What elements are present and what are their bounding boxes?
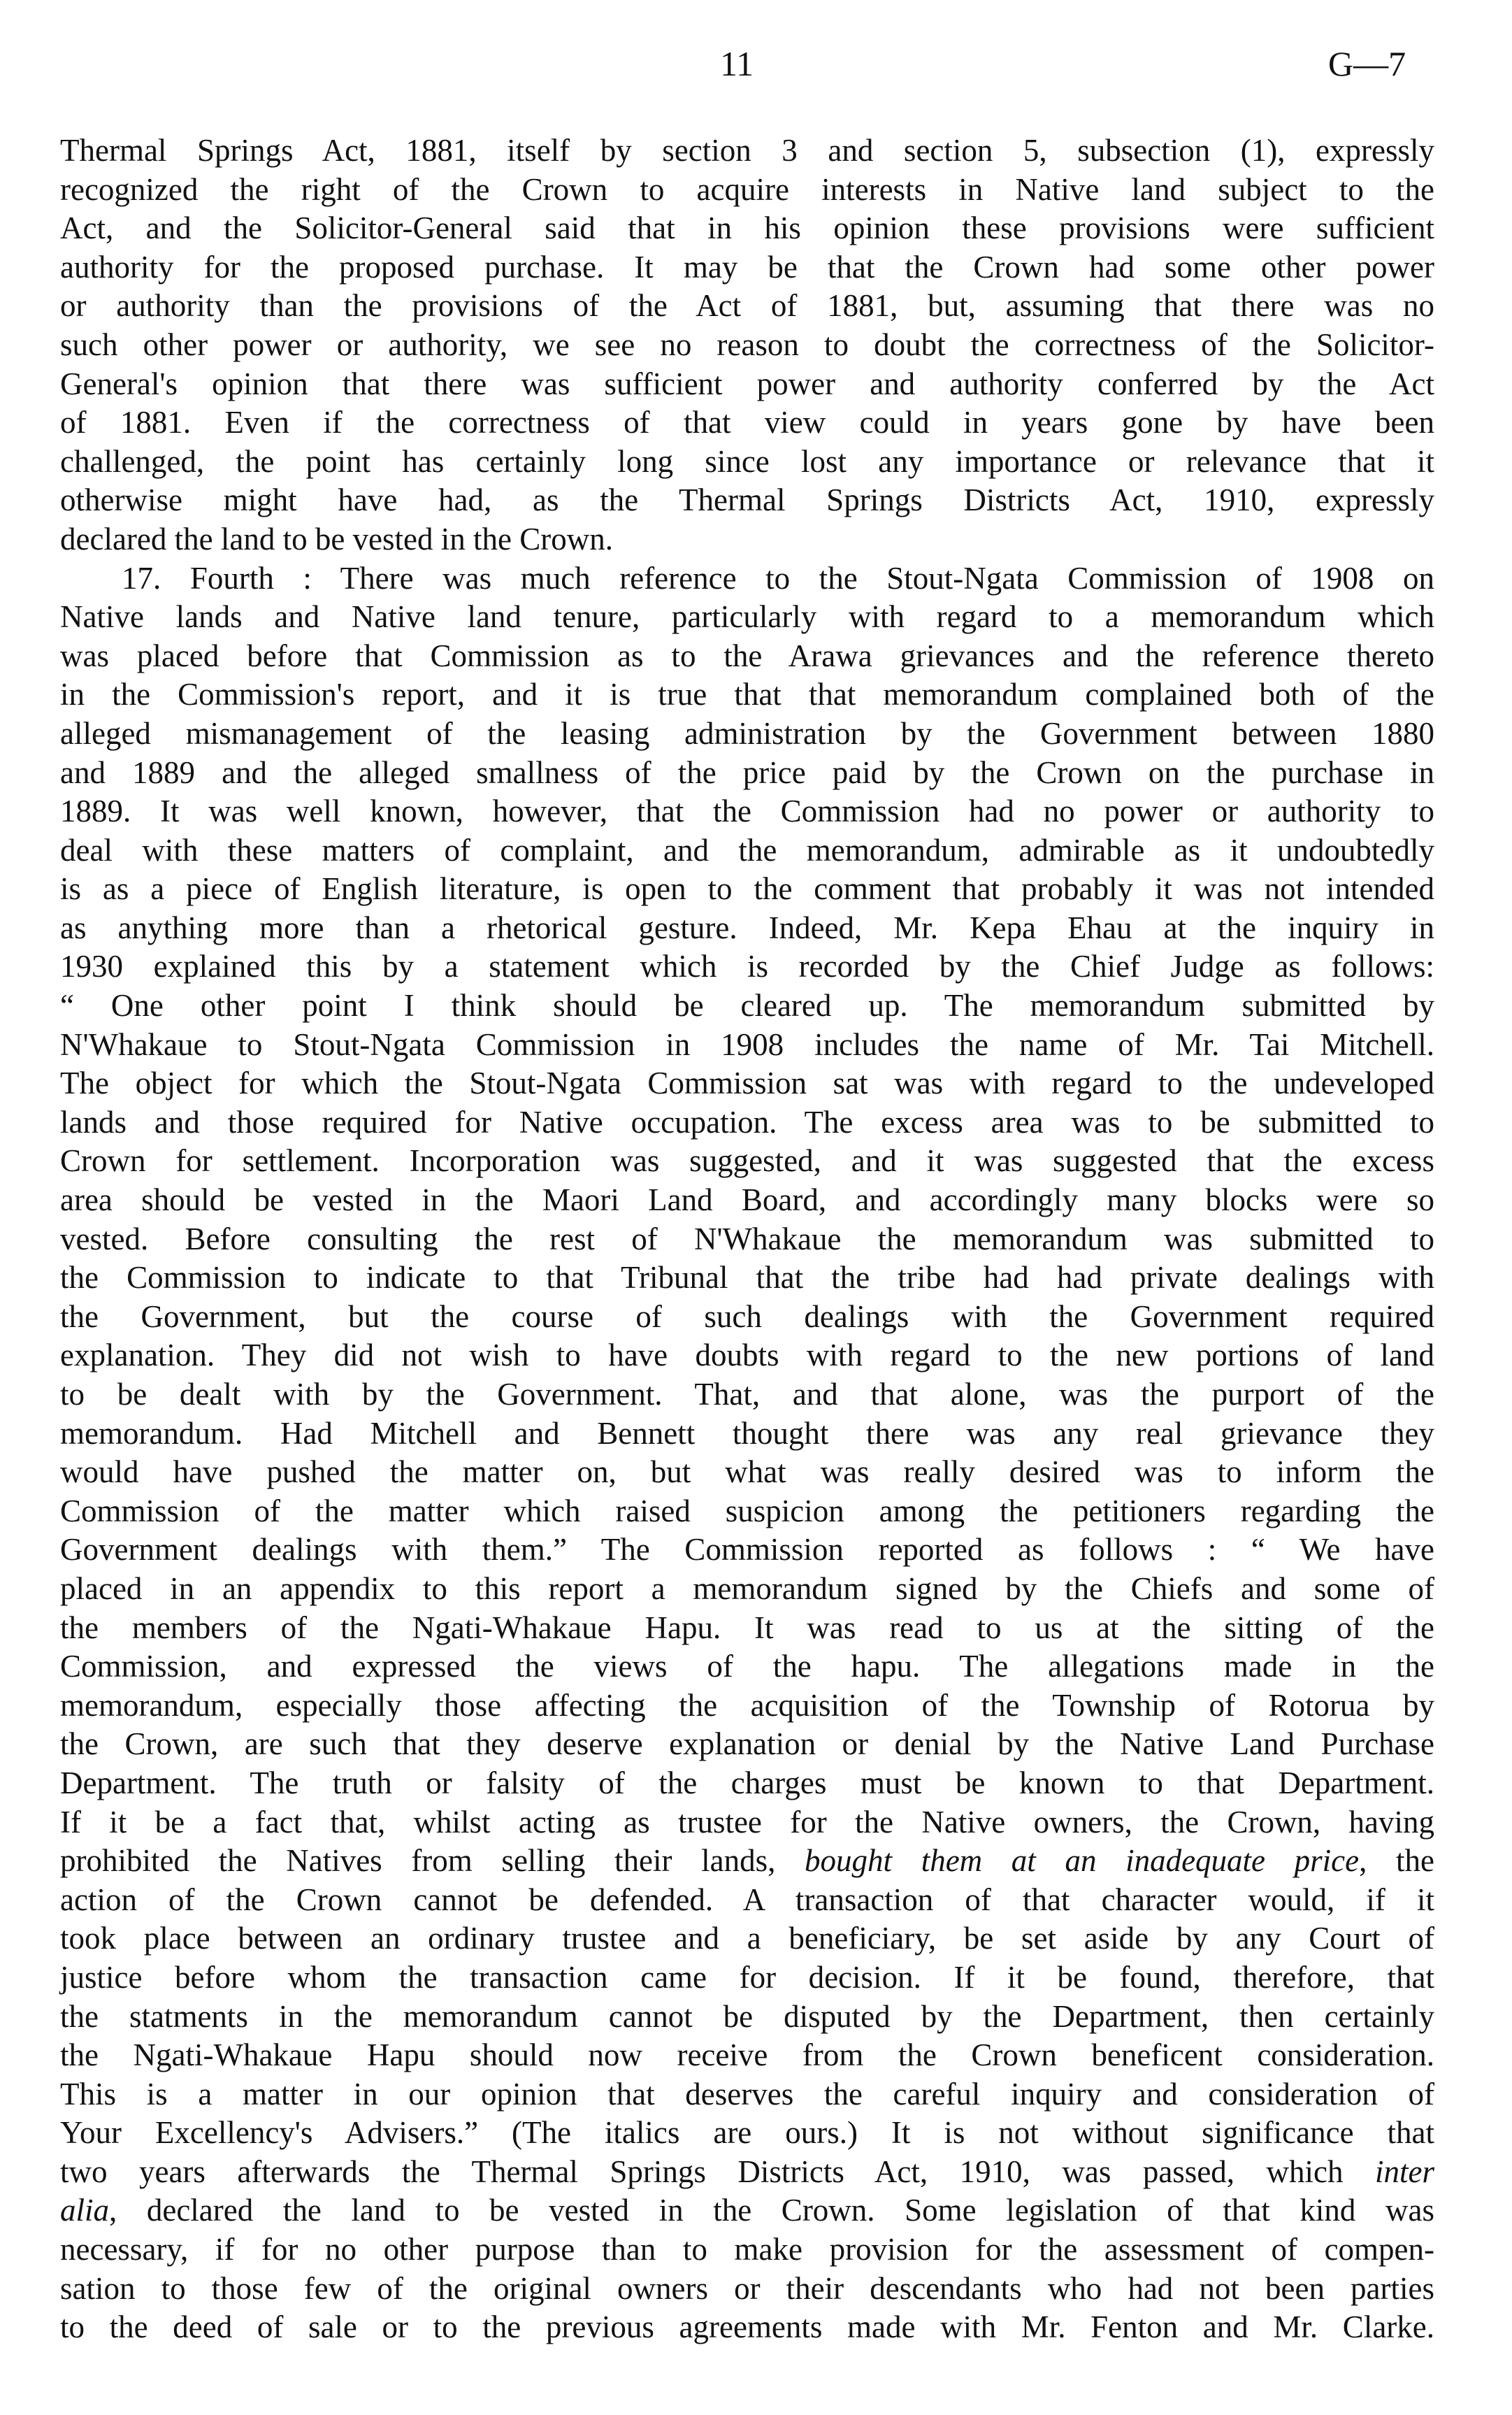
text-line (60, 520, 1434, 559)
text-line (60, 2230, 1434, 2270)
text-line (60, 2075, 1434, 2114)
text-segment: If it be a fact that, whilst acting as trustee for the Native owners, the Crown, having (60, 1804, 1434, 1840)
text-segment: lands and those required for Native occupation. The excess area was to be submitted to (60, 1104, 1434, 1140)
page-number: 11 (720, 44, 754, 83)
text-segment: Department. The truth or falsity of the charges must be known to that Department. (60, 1765, 1434, 1800)
text-line (60, 1570, 1434, 1609)
text-line (60, 792, 1434, 831)
text-segment: The object for which the Stout-Ngata Commission sat was with regard to the undeveloped (60, 1066, 1434, 1101)
text-segment: This is a matter in our opinion that deserves the careful inquiry and consideration of (60, 2076, 1434, 2112)
text-line (60, 1609, 1434, 1648)
text-segment: General's opinion that there was sufficient power and authority conferred by the Act (60, 366, 1434, 401)
text-line (60, 2036, 1434, 2075)
text-line (60, 131, 1434, 171)
italic-text: inter (1375, 2154, 1434, 2189)
text-segment: such other power or authority, we see no reason to doubt the correctness of the Solicitor- (60, 327, 1434, 362)
text-line (60, 1958, 1434, 1998)
text-line (60, 365, 1434, 404)
text-segment: and 1889 and the alleged smallness of the price paid by the Crown on the purchase in (60, 754, 1434, 790)
text-segment: otherwise might have had, as the Thermal Springs Districts Act, 1910, expressly (60, 482, 1434, 518)
text-segment: Your Excellency's Advisers.” (The italics are ours.) It is not without significance that (60, 2115, 1434, 2151)
text-segment: the Crown, are such that they deserve explanation or denial by the Native Land Purchase (60, 1726, 1434, 1762)
text-line (60, 2270, 1434, 2309)
text-segment: memorandum. Had Mitchell and Bennett thought there was any real grievance they (60, 1415, 1434, 1451)
text-line (60, 1803, 1434, 1842)
text-line (60, 1026, 1434, 1065)
text-line (60, 1531, 1434, 1570)
text-segment: Commission of the matter which raised suspicion among the petitioners regarding the (60, 1493, 1434, 1528)
text-segment: memorandum, especially those affecting the acquisition of the Township of Rotorua by (60, 1687, 1434, 1723)
text-segment: justice before whom the transaction came for decision. If it be found, therefore, that (60, 1959, 1434, 1995)
text-line (60, 1142, 1434, 1181)
text-segment: as anything more than a rhetorical gesture. Indeed, Mr. Kepa Ehau at the inquiry in (60, 910, 1434, 945)
text-segment: prohibited the Natives from selling their lands, (60, 1843, 805, 1879)
text-line (60, 870, 1434, 909)
text-line (60, 171, 1434, 210)
text-line (60, 1998, 1434, 2037)
text-segment: explanation. They did not wish to have doubts with regard to the new portions of land (60, 1338, 1434, 1373)
text-segment: 1930 explained this by a statement which is recorded by the Chief Judge as follows: (60, 949, 1434, 984)
text-line (60, 326, 1434, 365)
text-segment: Commission, and expressed the views of the hapu. The allegations made in the (60, 1649, 1434, 1684)
text-segment: recognized the right of the Crown to acquire interests in Native land subject to the (60, 171, 1434, 207)
text-line (60, 598, 1434, 637)
document-code: G—7 (1328, 44, 1406, 83)
text-line (60, 1064, 1434, 1103)
text-line (60, 443, 1434, 482)
text-segment: Crown for settlement. Incorporation was suggested, and it was suggested that the excess (60, 1143, 1434, 1179)
text-line (60, 1842, 1434, 1881)
text-line (60, 2191, 1434, 2230)
text-segment: the members of the Ngati-Whakaue Hapu. It was read to us at the sitting of the (60, 1610, 1434, 1645)
text-line (60, 1375, 1434, 1414)
text-line (60, 403, 1434, 443)
italic-text: bought them at an inadequate price (805, 1843, 1360, 1879)
text-segment: was placed before that Commission as to the Arawa grievances and the reference thereto (60, 638, 1434, 673)
text-segment: placed in an appendix to this report a memorandum signed by the Chiefs and some of (60, 1570, 1434, 1606)
text-segment: sation to those few of the original owners or their descendants who had not been parties (60, 2270, 1434, 2306)
text-segment: to be dealt with by the Government. That, and that alone, was the purport of the (60, 1377, 1434, 1412)
text-line (60, 559, 1434, 599)
text-line (60, 1336, 1434, 1375)
text-segment: alleged mismanagement of the leasing administration by the Government between 1880 (60, 715, 1434, 751)
text-segment: in the Commission's report, and it is true that that memorandum complained both of the (60, 677, 1434, 712)
text-line (60, 287, 1434, 326)
text-line (60, 1103, 1434, 1142)
text-line (60, 831, 1434, 870)
text-line (60, 1298, 1434, 1337)
text-line (60, 947, 1434, 987)
text-segment: Thermal Springs Act, 1881, itself by section 3 and section 5, subsection (1), expressly (60, 133, 1434, 168)
text-line (60, 754, 1434, 793)
text-segment: the Commission to indicate to that Tribunal that the tribe had had private dealings with (60, 1260, 1434, 1296)
text-segment: area should be vested in the Maori Land Board, and accordingly many blocks were so (60, 1182, 1434, 1218)
text-line (60, 1919, 1434, 1958)
text-segment: N'Whakaue to Stout-Ngata Commission in 1908 includes the name of Mr. Tai Mitchell. (60, 1026, 1434, 1062)
text-line (60, 1220, 1434, 1259)
text-segment: challenged, the point has certainly long since lost any importance or relevance that it (60, 443, 1434, 479)
text-line (60, 2114, 1434, 2153)
text-segment: the Ngati-Whakaue Hapu should now receive from the Crown beneficent consideration. (60, 2037, 1434, 2073)
text-line (60, 909, 1434, 948)
text-line (60, 1725, 1434, 1764)
text-line (60, 675, 1434, 715)
text-segment: , the (1359, 1843, 1435, 1879)
text-segment: necessary, if for no other purpose than to make provision for the assessment of compen- (60, 2232, 1434, 2267)
text-line (60, 987, 1434, 1026)
text-line (60, 1764, 1434, 1803)
text-line (60, 1453, 1434, 1492)
text-segment: , declared the land to be vested in the Crown. Some legislation of that kind was (109, 2193, 1434, 2228)
text-segment: Act, and the Solicitor-General said that in his opinion these provisions were sufficient (60, 210, 1434, 246)
text-segment: of 1881. Even if the correctness of that view could in years gone by have been (60, 405, 1434, 440)
text-segment: vested. Before consulting the rest of N'Whakaue the memorandum was submitted to (60, 1221, 1434, 1256)
text-segment: the statments in the memorandum cannot be disputed by the Department, then certainly (60, 1998, 1434, 2034)
text-segment: Native lands and Native land tenure, particularly with regard to a memorandum which (60, 599, 1434, 635)
text-segment: would have pushed the matter on, but what was really desired was to inform the (60, 1454, 1434, 1490)
text-segment: the Government, but the course of such dealings with the Government required (60, 1298, 1434, 1334)
text-line (60, 715, 1434, 754)
text-segment: 1889. It was well known, however, that the Commission had no power or authority to (60, 794, 1434, 829)
text-segment: declared the land to be vested in the Crown. (60, 521, 613, 557)
text-line (60, 1259, 1434, 1298)
text-line (60, 637, 1434, 676)
text-line (60, 2153, 1434, 2192)
text-line (60, 209, 1434, 248)
text-line (60, 1181, 1434, 1220)
text-line (60, 1881, 1434, 1920)
text-segment: or authority than the provisions of the Act of 1881, but, assuming that there was no (60, 288, 1434, 324)
text-segment: Government dealings with them.” The Commission reported as follows : “ We have (60, 1532, 1434, 1568)
text-line (60, 1414, 1434, 1454)
text-segment: two years afterwards the Thermal Springs Districts Act, 1910, was passed, which (60, 2154, 1375, 2189)
text-segment: to the deed of sale or to the previous agreements made with Mr. Fenton and Mr. Clarke. (60, 2309, 1434, 2345)
text-segment: is as a piece of English literature, is open to the comment that probably it was not intended (60, 871, 1434, 907)
text-segment: took place between an ordinary trustee and a beneficiary, be set aside by any Court of (60, 1921, 1434, 1956)
text-line (60, 248, 1434, 287)
text-line (60, 1492, 1434, 1531)
text-segment: action of the Crown cannot be defended. A transaction of that character would, if it (60, 1882, 1434, 1917)
text-segment: authority for the proposed purchase. It may be that the Crown had some other power (60, 249, 1434, 285)
body-text (60, 131, 1434, 2347)
text-segment: “ One other point I think should be cleared up. The memorandum submitted by (60, 988, 1434, 1024)
text-line (60, 1647, 1434, 1686)
text-line (60, 1686, 1434, 1726)
text-line (60, 481, 1434, 520)
italic-text: alia (60, 2193, 110, 2228)
text-segment: deal with these matters of complaint, and the memorandum, admirable as it undoubtedly (60, 832, 1434, 868)
text-segment: 17. Fourth : There was much reference to the Stout-Ngata Commission of 1908 on (122, 560, 1434, 596)
text-line (60, 2308, 1434, 2347)
